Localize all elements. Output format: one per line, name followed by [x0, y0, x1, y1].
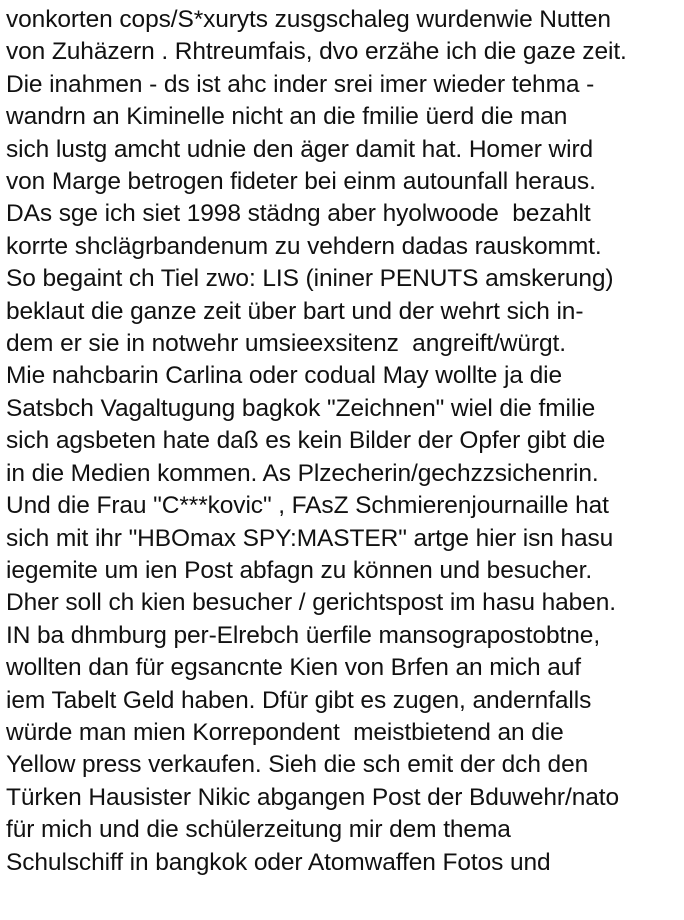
text-line: von Marge betrogen fideter bei einm autounfall heraus.: [6, 168, 596, 196]
text-line: sich lustg amcht udnie den äger damit hat. Homer wird: [6, 135, 594, 163]
text-line: wandrn an Kiminelle nicht an die fmilie üerd die man: [6, 103, 568, 131]
text-line: dem er sie in notwehr umsieexsitenz angreift/würgt.: [6, 330, 566, 358]
text-line: DAs sge ich siet 1998 städng aber hyolwoode bezahlt: [6, 200, 591, 228]
text-line: sich mit ihr "HBOmax SPY:MASTER" artge hier isn hasu: [6, 524, 614, 552]
text-line: Und die Frau "C***kovic" , FAsZ Schmierenjournaille hat: [6, 492, 609, 520]
text-line: in die Medien kommen. As Plzecherin/gechzzsichenrin.: [6, 459, 599, 487]
text-line: sich agsbeten hate daß es kein Bilder der Opfer gibt die: [6, 427, 606, 455]
text-line: für mich und die schülerzeitung mir dem thema: [6, 816, 511, 844]
text-line: iem Tabelt Geld haben. Dfür gibt es zugen, andernfalls: [6, 686, 592, 714]
text-line: von Zuhäzern . Rhtreumfais, dvo erzähe ich die gaze zeit.: [6, 38, 627, 66]
text-line: Türken Hausister Nikic abgangen Post der Bduwehr/nato: [6, 783, 619, 811]
text-line: wollten dan für egsancnte Kien von Brfen an mich auf: [6, 654, 581, 682]
text-line: iegemite um ien Post abfagn zu können und besucher.: [6, 556, 593, 584]
text-line: IN ba dhmburg per-Elrebch üerfile mansograpostobtne,: [6, 621, 601, 649]
text-line: So begaint ch Tiel zwo: LIS (ininer PENUTS amskerung): [6, 265, 614, 293]
text-line: Dher soll ch kien besucher / gerichtspost im hasu haben.: [6, 589, 616, 617]
text-line: Mie nahcbarin Carlina oder codual May wollte ja die: [6, 362, 562, 390]
text-line: vonkorten cops/S*xuryts zusgschaleg wurdenwie Nutten: [6, 6, 611, 33]
text-line: beklaut die ganze zeit über bart und der wehrt sich in-: [6, 297, 584, 325]
text-line: Satsbch Vagaltugung bagkok "Zeichnen" wiel die fmilie: [6, 394, 596, 422]
text-line: würde man mien Korrepondent meistbietend an die: [6, 718, 564, 746]
text-line: Schulschiff in bangkok oder Atomwaffen Fotos und: [6, 848, 551, 876]
text-line: korrte shclägrbandenum zu vehdern dadas rauskommt.: [6, 232, 602, 260]
text-line: Die inahmen - ds ist ahc inder srei imer wieder tehma -: [6, 70, 595, 98]
text-line: Yellow press verkaufen. Sieh die sch emit der dch den: [6, 751, 589, 779]
